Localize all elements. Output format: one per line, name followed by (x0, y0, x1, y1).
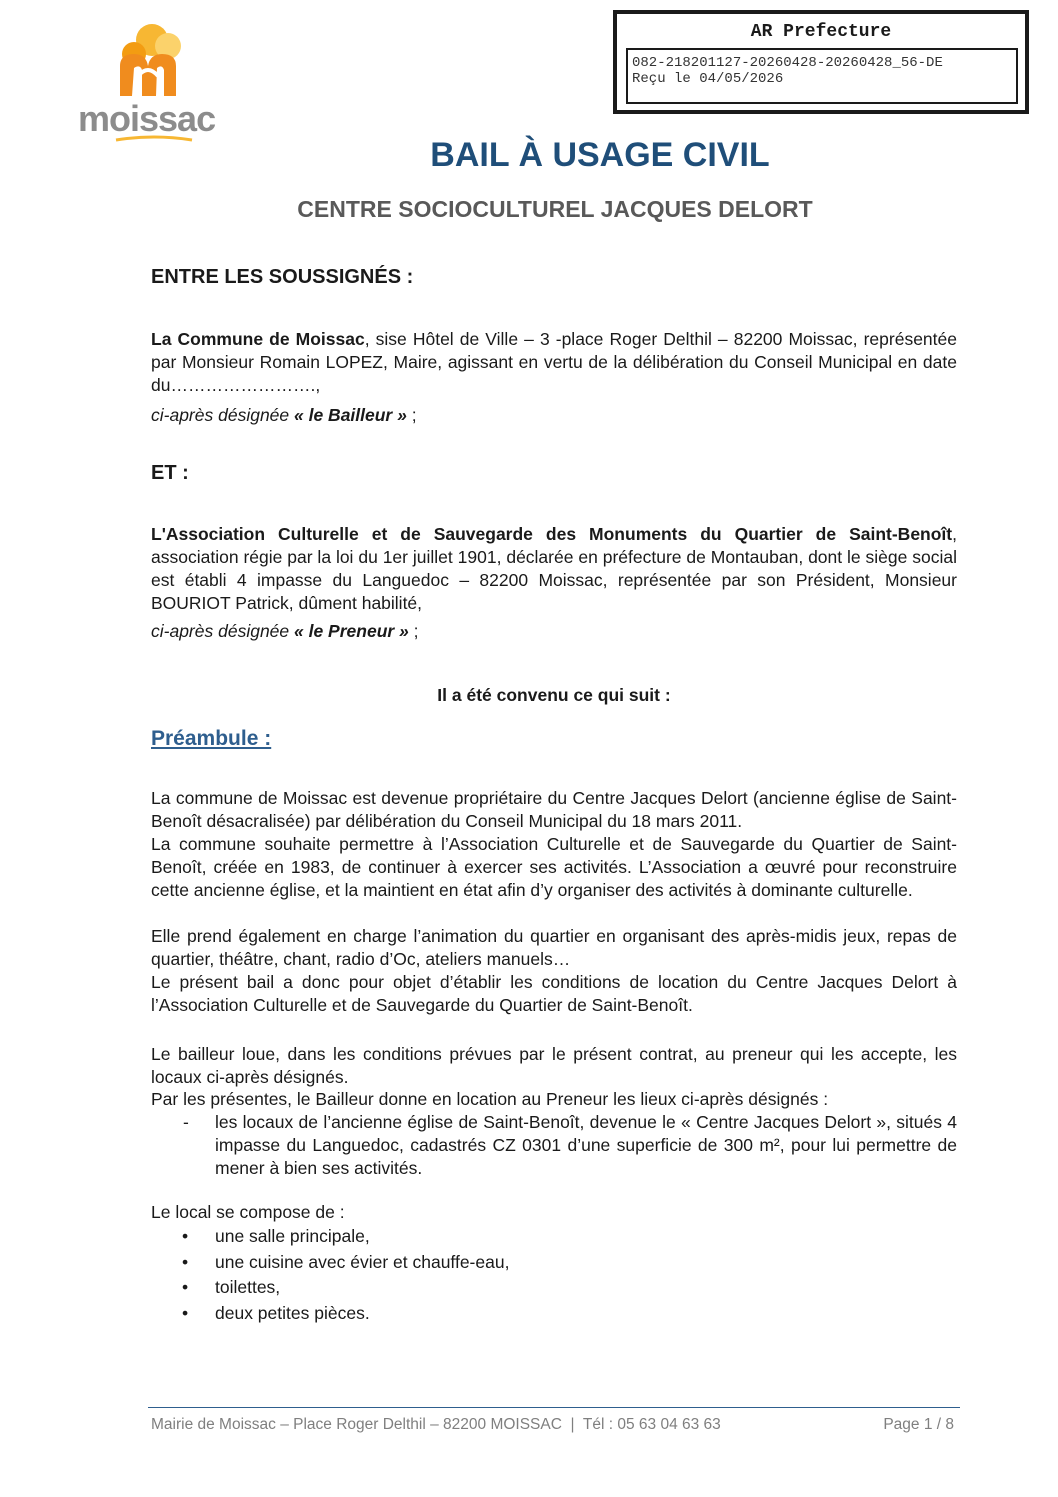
stamp-received-date: Reçu le 04/05/2026 (632, 71, 784, 87)
party1-designation-role: « le Bailleur » (294, 405, 407, 425)
party2-paragraph (151, 523, 957, 615)
et-heading: ET : (151, 462, 189, 484)
party2-designation (151, 620, 957, 643)
preambule-p2: La commune souhaite permettre à l’Association Culturelle et de Sauvegarde du Quartier de Saint-Benoît, créée en 1983, de continuer à exercer ses activités. L’Association a œuvré pour reconstruire cette ancienne église, et la maintient en état afin d’y organiser des activités à dominante culturelle. (151, 834, 957, 900)
bullet-icon: • (182, 1277, 189, 1297)
list-item (151, 1275, 957, 1301)
list-item-text: toilettes, (215, 1277, 281, 1297)
stamp-reference-box (626, 48, 1018, 104)
stamp-reference: 082-218201127-20260428-20260428_56-DE (632, 55, 943, 71)
preambule-p4: Le présent bail a donc pour objet d’établir les conditions de location du Centre Jacques Delort à l’Association Culturelle et de Sauvegarde du Quartier de Saint-Benoît. (151, 972, 957, 1015)
preambule-p3: Elle prend également en charge l’animation du quartier en organisant des après-midis jeux, repas de quartier, théâtre, chant, radio d’Oc, ateliers manuels… (151, 926, 957, 969)
party2-designation-suffix: ; (408, 621, 419, 641)
moissac-logo (78, 24, 228, 146)
list-item (151, 1250, 957, 1276)
preambule-p1: La commune de Moissac est devenue propriétaire du Centre Jacques Delort (ancienne église de Saint-Benoît désacralisée) par délibération du Conseil Municipal du 18 mars 2011. (151, 788, 957, 831)
list-item-text: une salle principale, (215, 1226, 370, 1246)
preambule-title: Préambule : (151, 727, 272, 750)
location-intro: Par les présentes, le Bailleur donne en location au Preneur les lieux ci-après désignés : (151, 1089, 829, 1109)
party2-name: L'Association Culturelle et de Sauvegarde des Monuments du Quartier de Saint-Benoît (151, 524, 953, 544)
entre-heading: ENTRE LES SOUSSIGNÉS : (151, 266, 414, 288)
bullet-icon: • (182, 1302, 189, 1323)
footer-divider (148, 1407, 960, 1408)
list-item (151, 1301, 957, 1327)
dash-marker: - (183, 1112, 189, 1132)
party1-paragraph (151, 328, 957, 397)
bullet-icon: • (182, 1251, 189, 1272)
list-item (151, 1224, 957, 1250)
list-item-text: une cuisine avec évier et chauffe-eau, (215, 1251, 510, 1272)
stamp-title: AR Prefecture (750, 22, 892, 42)
compose-list (151, 1224, 957, 1326)
party1-designation-prefix: ci-après désignée (151, 405, 294, 425)
location-paragraph: Le bailleur loue, dans les conditions prévues par le présent contrat, au preneur qui les accepte, les locaux ci-après désignés. (151, 1044, 957, 1087)
logo-swoosh-icon (114, 134, 194, 144)
footer-address: Mairie de Moissac – Place Roger Delthil – 82200 MOISSAC | Tél : 05 63 04 63 63 (151, 1416, 721, 1433)
logo-wordmark: moissac (78, 98, 216, 139)
party1-name: La Commune de Moissac (151, 329, 365, 349)
compose-intro: Le local se compose de : (151, 1202, 345, 1222)
list-item-text: deux petites pièces. (215, 1302, 370, 1323)
preambule-heading (151, 727, 957, 751)
party2-designation-prefix: ci-après désignée (151, 621, 294, 641)
document-subtitle: CENTRE SOCIOCULTUREL JACQUES DELORT (297, 196, 813, 222)
ar-prefecture-stamp (613, 10, 1029, 114)
bullet-icon: • (182, 1226, 189, 1246)
party1-designation (151, 404, 957, 427)
convenu-heading: Il a été convenu ce qui suit : (437, 685, 671, 705)
party1-designation-suffix: ; (406, 405, 417, 425)
document-title: BAIL À USAGE CIVIL (430, 136, 770, 174)
locaux-description: les locaux de l’ancienne église de Saint-Benoît, devenue le « Centre Jacques Delort », situés 4 impasse du Languedoc, cadastrés CZ 0301 d’une superficie de 300 m², pour lui permettre de mener à bien ses activités. (215, 1112, 957, 1178)
footer-page-number: Page 1 / 8 (883, 1416, 954, 1433)
party2-designation-role: « le Preneur » (294, 621, 409, 641)
party2-text: , association régie par la loi du 1er juillet 1901, déclarée en préfecture de Montauban, dont le siège social est établi 4 impasse du Languedoc – 82200 Moissac, représentée par son Président, Monsieur BOURIOT Patrick, dûment habilité, (151, 524, 957, 613)
logo-emblem-icon (110, 24, 190, 104)
party1-text: , sise Hôtel de Ville – 3 -place Roger Delthil – 82200 Moissac, représentée par Monsieur Romain LOPEZ, Maire, agissant en vertu de la délibération du Conseil Municipal en date du……………………., (151, 329, 957, 395)
